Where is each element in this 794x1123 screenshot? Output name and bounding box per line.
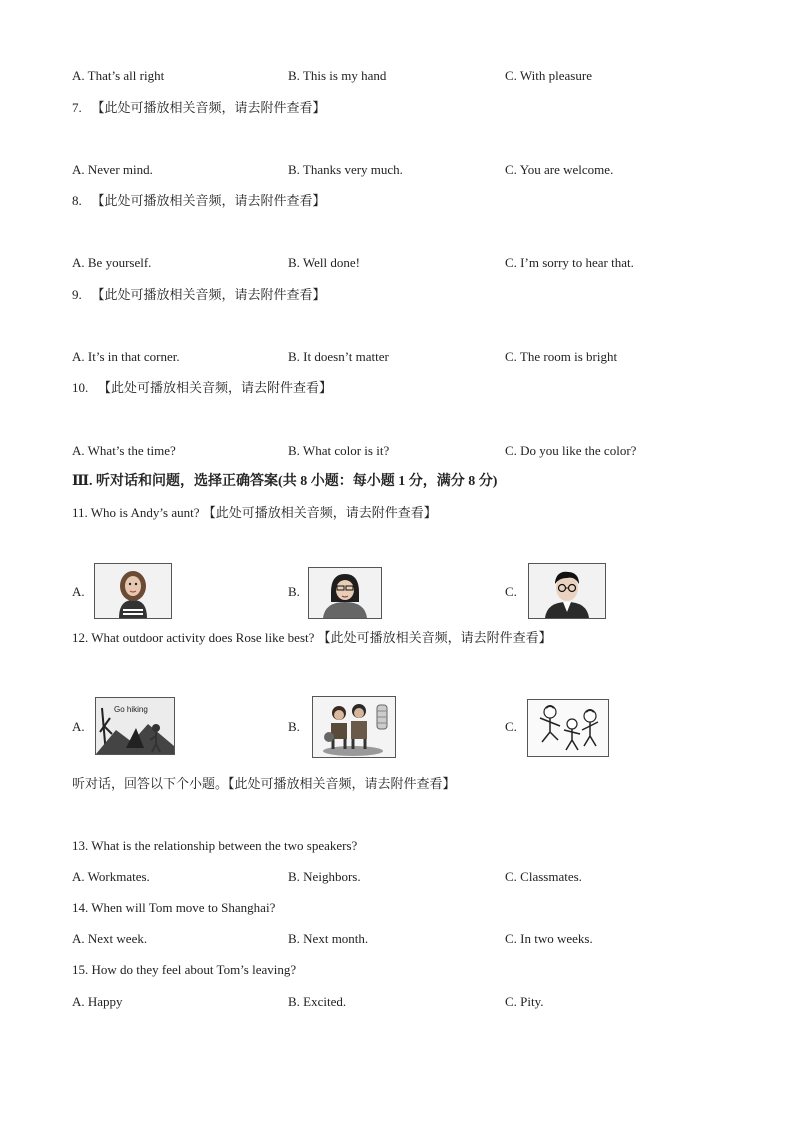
q11-picture-a <box>94 563 172 619</box>
q15-option-c: C. Pity. <box>505 994 544 1009</box>
q12-question: 12. What outdoor activity does Rose like best? <box>72 630 315 645</box>
q14-option-a: A. Next week. <box>72 931 148 946</box>
q8-audio-note: 【此处可播放相关音频，请去附件查看】 <box>91 193 326 208</box>
q14-option-c: C. In two weeks. <box>505 931 593 946</box>
q11-audio-note: 【此处可播放相关音频，请去附件查看】 <box>202 505 437 520</box>
q12-picture-a <box>95 697 175 755</box>
q7-option-b: B. Thanks very much. <box>288 162 403 177</box>
q12-picture-a-caption: Go hiking <box>114 705 148 714</box>
q12-label-b: B. <box>288 719 300 734</box>
kids-running-icon <box>528 700 608 756</box>
kids-playing-icon <box>313 697 395 757</box>
man-with-glasses-icon <box>529 564 605 618</box>
q12-picture-b <box>312 696 396 758</box>
q15-option-b: B. Excited. <box>288 994 347 1009</box>
q11-label-a: A. <box>72 584 85 599</box>
q12-label-c: C. <box>505 719 517 734</box>
q7-number: 7. <box>72 100 82 115</box>
q12-line <box>72 630 552 646</box>
q13-option-c: C. Classmates. <box>505 869 582 884</box>
q12-picture-c <box>527 699 609 757</box>
q10-audio-note: 【此处可播放相关音频，请去附件查看】 <box>98 380 333 395</box>
q12-label-a: A. <box>72 719 85 734</box>
hiking-scene-icon <box>96 698 174 754</box>
q6-option-b: B. This is my hand <box>288 68 387 83</box>
q8-option-b: B. Well done! <box>288 255 361 270</box>
q7-audio-note: 【此处可播放相关音频，请去附件查看】 <box>91 100 326 115</box>
q12-audio-note: 【此处可播放相关音频，请去附件查看】 <box>317 630 552 645</box>
q9-number: 9. <box>72 287 82 302</box>
q13-question: 13. What is the relationship between the two speakers? <box>72 838 358 853</box>
q11-picture-b <box>308 567 382 619</box>
q11-question: 11. Who is Andy’s aunt? <box>72 505 200 520</box>
q11-line <box>72 505 437 521</box>
q15-option-a: A. Happy <box>72 994 123 1009</box>
q9-option-c: C. The room is bright <box>505 349 618 364</box>
q9-audio-note: 【此处可播放相关音频，请去附件查看】 <box>91 287 326 302</box>
woman-with-glasses-icon <box>309 568 381 618</box>
q10-line <box>72 380 332 396</box>
q11-label-b: B. <box>288 584 300 599</box>
q11-picture-c <box>528 563 606 619</box>
woman-portrait-icon <box>95 564 171 618</box>
q10-option-a: A. What’s the time? <box>72 443 176 458</box>
q9-line <box>72 287 326 303</box>
q14-option-b: B. Next month. <box>288 931 369 946</box>
q8-number: 8. <box>72 193 82 208</box>
q11-label-c: C. <box>505 584 517 599</box>
q7-option-a: A. Never mind. <box>72 162 153 177</box>
q10-option-b: B. What color is it? <box>288 443 390 458</box>
q6-option-a: A. That’s all right <box>72 68 165 83</box>
q9-option-b: B. It doesn’t matter <box>288 349 389 364</box>
listening-intro: 听对话，回答以下个小题。【此处可播放相关音频，请去附件查看】 <box>72 776 456 791</box>
q14-question: 14. When will Tom move to Shanghai? <box>72 900 276 915</box>
q7-line <box>72 100 326 116</box>
q15-question: 15. How do they feel about Tom’s leaving? <box>72 962 297 977</box>
q13-option-b: B. Neighbors. <box>288 869 361 884</box>
q6-option-c: C. With pleasure <box>505 68 592 83</box>
section-3-heading: Ⅲ. 听对话和问题，选择正确答案(共 8 小题：每小题 1 分，满分 8 分) <box>72 474 498 489</box>
q7-option-c: C. You are welcome. <box>505 162 614 177</box>
q8-line <box>72 193 326 209</box>
q10-number: 10. <box>72 380 89 395</box>
q9-option-a: A. It’s in that corner. <box>72 349 180 364</box>
q13-option-a: A. Workmates. <box>72 869 150 884</box>
q8-option-a: A. Be yourself. <box>72 255 152 270</box>
q8-option-c: C. I’m sorry to hear that. <box>505 255 634 270</box>
q10-option-c: C. Do you like the color? <box>505 443 637 458</box>
